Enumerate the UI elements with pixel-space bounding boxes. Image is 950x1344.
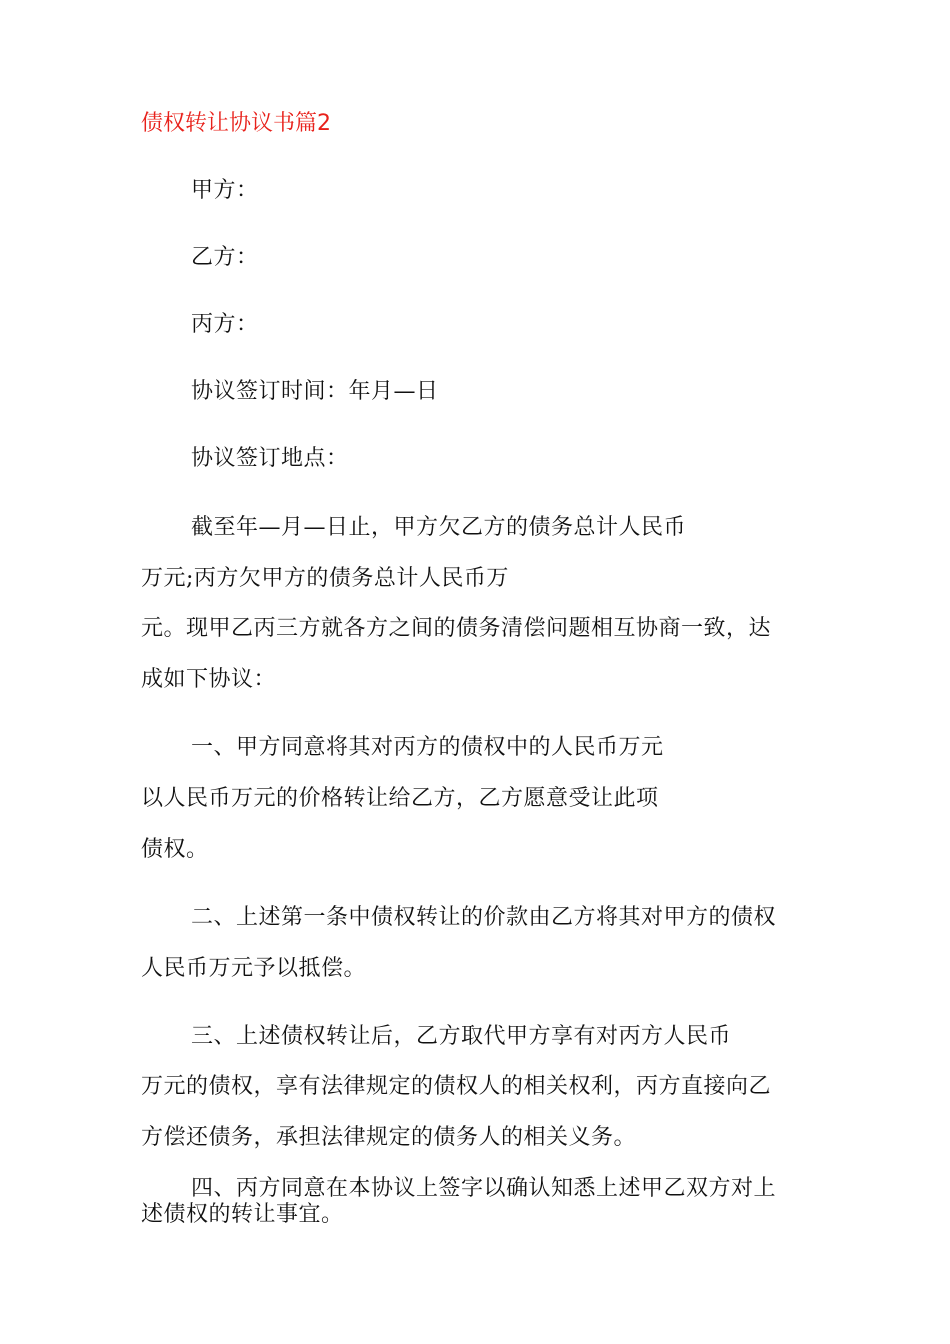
party-c-label: 丙方：: [191, 312, 259, 337]
intro-line: 万元;丙方欠甲方的债务总计人民币万: [141, 566, 509, 591]
intro-line: 截至年—月—日止，甲方欠乙方的债务总计人民币: [191, 515, 687, 540]
intro-line: 成如下协议：: [141, 667, 277, 692]
party-a-label: 甲方：: [191, 178, 259, 203]
clause-1-line: 以人民币万元的价格转让给乙方，乙方愿意受让此项: [141, 786, 659, 811]
clause-2-line: 人民币万元予以抵偿。: [141, 956, 367, 981]
clause-1-line: 一、甲方同意将其对丙方的债权中的人民币万元: [191, 735, 664, 760]
intro-line: 元。现甲乙丙三方就各方之间的债务清偿问题相互协商一致，达: [141, 616, 772, 641]
clause-2-line: 二、上述第一条中债权转让的价款由乙方将其对甲方的债权: [191, 905, 777, 930]
clause-4-line: 述债权的转让事宜。: [141, 1202, 344, 1227]
clause-3-line: 万元的债权，享有法律规定的债权人的相关权利，丙方直接向乙: [141, 1074, 772, 1099]
document-title: 债权转让协议书篇2: [141, 111, 331, 136]
clause-3-line: 方偿还债务，承担法律规定的债务人的相关义务。: [141, 1125, 637, 1150]
sign-time-line: 协议签订时间：年月—日: [191, 379, 439, 404]
party-b-label: 乙方：: [191, 245, 259, 270]
clause-1-line: 债权。: [141, 837, 209, 862]
clause-3-line: 三、上述债权转让后，乙方取代甲方享有对丙方人民币: [191, 1024, 732, 1049]
clause-4-line: 四、丙方同意在本协议上签字以确认知悉上述甲乙双方对上: [191, 1176, 777, 1201]
sign-place-line: 协议签订地点：: [191, 446, 349, 471]
